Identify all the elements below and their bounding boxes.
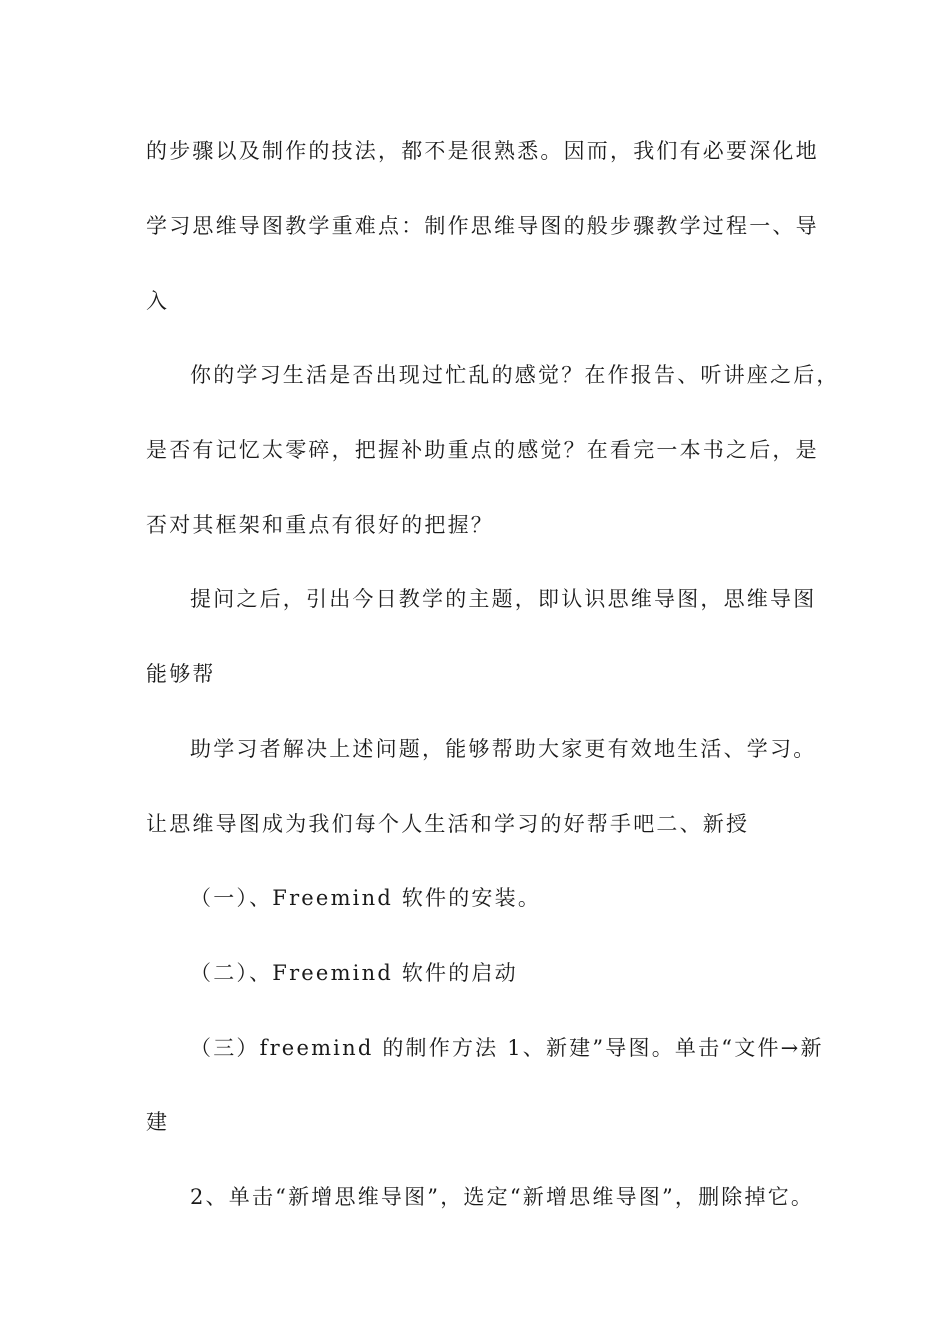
paragraph-line: 是否有记忆太零碎，把握补助重点的感觉？在看完一本书之后，是 [146, 438, 819, 462]
paragraph-line: 你的学习生活是否出现过忙乱的感觉？在作报告、听讲座之后， [190, 363, 840, 387]
paragraph-line: 能够帮 [146, 662, 216, 686]
list-item: （三）freemind 的制作方法 1、新建”导图。单击“文件→新 [190, 1036, 824, 1060]
paragraph-line: 的步骤以及制作的技法，都不是很熟悉。因而，我们有必要深化地 [146, 139, 819, 163]
list-item: （一）、Freemind 软件的安装。 [190, 886, 542, 910]
paragraph-line: 学习思维导图教学重难点：制作思维导图的般步骤教学过程一、导 [146, 214, 819, 238]
paragraph-line: 提问之后，引出今日教学的主题，即认识思维导图，思维导图 [190, 587, 817, 611]
list-item: （二）、Freemind 软件的启动 [190, 961, 518, 985]
list-item: 2、单击“新增思维导图”，选定“新增思维导图”，删除掉它。 [190, 1185, 815, 1209]
paragraph-line: 助学习者解决上述问题，能够帮助大家更有效地生活、学习。 [190, 737, 817, 761]
paragraph-line: 入 [146, 289, 170, 313]
paragraph-line: 否对其框架和重点有很好的把握？ [146, 513, 494, 537]
paragraph-line: 让思维导图成为我们每个人生活和学习的好帮手吧二、新授 [146, 812, 750, 836]
paragraph-line: 建 [146, 1110, 170, 1134]
